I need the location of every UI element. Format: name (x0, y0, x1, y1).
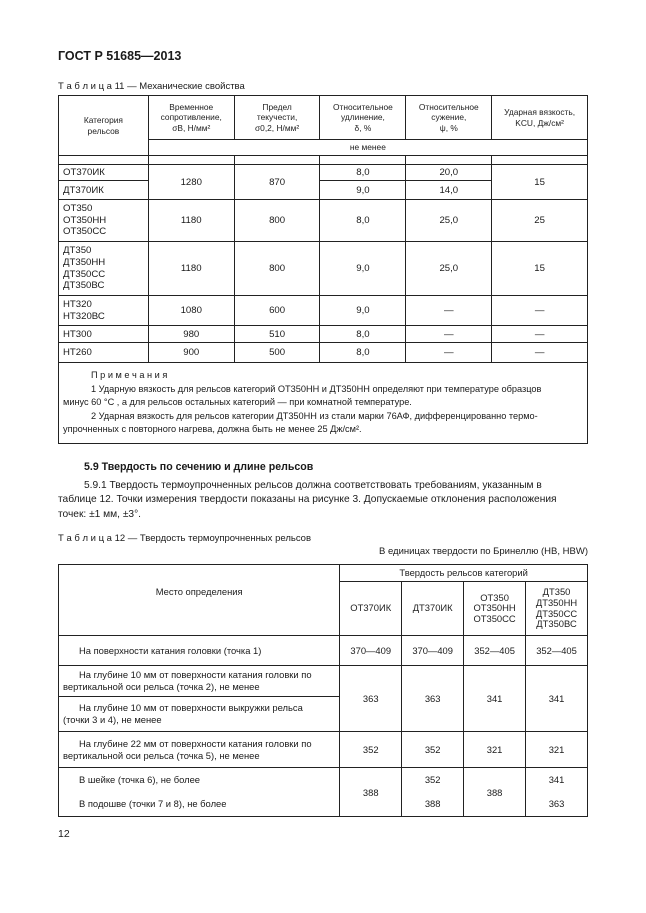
cell-impact: 15 (492, 242, 588, 296)
cell-value: 370—409 (340, 636, 402, 666)
cell-value: 388 (464, 768, 526, 817)
cell-value: 341 (526, 666, 588, 732)
cell-yield: 870 (234, 165, 320, 200)
note-2-line-2: упрочненных с повторного нагрева, должна быть не менее 25 Дж/см². (63, 424, 362, 435)
table-row (59, 636, 588, 666)
cell-impact: 15 (492, 165, 588, 200)
cell-elongation: 9,0 (320, 296, 406, 326)
cell-place: На глубине 22 мм от поверхности катания головки по вертикальной оси рельса (точка 5), не менее (59, 732, 340, 768)
cell-value: 321 (464, 732, 526, 768)
table12-units: В единицах твердости по Бринеллю (HB, HBW) (378, 546, 588, 557)
cell-tensile: 980 (148, 326, 234, 343)
cell-reduction: — (406, 296, 492, 326)
table-row (59, 296, 588, 326)
cell-reduction: 25,0 (406, 200, 492, 242)
cell-reduction: 14,0 (406, 181, 492, 200)
table-row (59, 768, 588, 817)
cell-reduction: 25,0 (406, 242, 492, 296)
cell-elongation: 9,0 (320, 242, 406, 296)
th-yield: Предел текучести, σ0,2, Н/мм² (234, 96, 320, 140)
th-reduction: Относительное сужение, ψ, % (406, 96, 492, 140)
cell-value: 321 (526, 732, 588, 768)
cell-place: В шейке (точка 6), не более В подошве (точки 7 и 8), не более (59, 768, 340, 817)
cell-elongation: 8,0 (320, 326, 406, 343)
cell-value: 352 388 (402, 768, 464, 817)
table11 (58, 95, 588, 444)
table-row (59, 242, 588, 296)
table12-caption: Т а б л и ц а 12 — Твердость термоупрочненных рельсов (58, 533, 312, 544)
cell-impact: — (492, 296, 588, 326)
th-col-ot350: ОТ350 ОТ350НН ОТ350СС (464, 582, 526, 636)
cell-tensile: 900 (148, 343, 234, 363)
cell-tensile: 1180 (148, 200, 234, 242)
note-2-line-1: 2 Ударная вязкость для рельсов категории ДТ350НН из стали марки 76АФ, дифференцированно термо- (91, 410, 538, 421)
cell-elongation: 9,0 (320, 181, 406, 200)
table-row (59, 343, 588, 363)
cell-category: ОТ350 ОТ350НН ОТ350СС (59, 200, 149, 242)
cell-elongation: 8,0 (320, 343, 406, 363)
table-row (59, 326, 588, 343)
cell-value: 352—405 (526, 636, 588, 666)
page-number: 12 (58, 828, 70, 840)
notes-title: П р и м е ч а н и я (91, 370, 168, 380)
cell-elongation: 8,0 (320, 165, 406, 181)
cell-reduction: — (406, 343, 492, 363)
cell-value: 363 (402, 666, 464, 732)
th-tensile: Временное сопротивление, σВ, Н/мм² (148, 96, 234, 140)
cell-elongation: 8,0 (320, 200, 406, 242)
cell-value: 388 (340, 768, 402, 817)
cell-category: НТ260 (59, 343, 149, 363)
cell-value: 363 (340, 666, 402, 732)
cell-category: ДТ370ИК (59, 181, 149, 200)
cell-yield: 600 (234, 296, 320, 326)
note-1-line-1: 1 Ударную вязкость для рельсов категорий ОТ350НН и ДТ350НН определяют при температуре образцов (91, 383, 542, 394)
cell-value: 352 (340, 732, 402, 768)
cell-value: 341 363 (526, 768, 588, 817)
th-hardness: Твердость рельсов категорий (340, 565, 588, 582)
cell-category: ДТ350 ДТ350НН ДТ350СС ДТ350ВС (59, 242, 149, 296)
th-category: Категория рельсов (59, 96, 149, 156)
th-col-dt370ik: ДТ370ИК (402, 582, 464, 636)
cell-yield: 800 (234, 200, 320, 242)
cell-yield: 510 (234, 326, 320, 343)
cell-reduction: 20,0 (406, 165, 492, 181)
cell-yield: 800 (234, 242, 320, 296)
cell-tensile: 1280 (148, 165, 234, 200)
document-header: ГОСТ Р 51685—2013 (58, 49, 182, 63)
cell-impact: — (492, 343, 588, 363)
cell-place: На поверхности катания головки (точка 1) (59, 636, 340, 666)
th-not-less: не менее (148, 140, 587, 156)
table-row (59, 200, 588, 242)
table12 (58, 564, 588, 817)
cell-yield: 500 (234, 343, 320, 363)
th-impact: Ударная вязкость, KCU, Дж/см² (492, 96, 588, 140)
th-place: Место определения (59, 565, 340, 636)
table11-caption: Т а б л и ц а 11 — Механические свойства (58, 81, 245, 92)
cell-value: 370—409 (402, 636, 464, 666)
cell-category: НТ300 (59, 326, 149, 343)
cell-place: На глубине 10 мм от поверхности выкружки рельса (точки 3 и 4), не менее (59, 697, 340, 732)
th-col-dt350: ДТ350 ДТ350НН ДТ350СС ДТ350ВС (526, 582, 588, 636)
table-row (59, 666, 588, 697)
cell-tensile: 1180 (148, 242, 234, 296)
table-row (59, 165, 588, 181)
th-col-ot370ik: ОТ370ИК (340, 582, 402, 636)
notes-row (59, 363, 588, 444)
cell-value: 352 (402, 732, 464, 768)
cell-category: ОТ370ИК (59, 165, 149, 181)
section-paragraph: 5.9.1 Твердость термоупрочненных рельсов должна соответствовать требованиям, указанным в таблице 12. Точки измерения твердости показаны на рисунке 3. Допускаемые отклонения расположения точек: ±1 мм, ±3°. (58, 480, 557, 520)
cell-category: НТ320 НТ320ВС (59, 296, 149, 326)
table-row (59, 732, 588, 768)
cell-tensile: 1080 (148, 296, 234, 326)
cell-impact: 25 (492, 200, 588, 242)
cell-place: На глубине 10 мм от поверхности катания головки по вертикальной оси рельса (точка 2), не менее (59, 666, 340, 697)
cell-impact: — (492, 326, 588, 343)
section-title: 5.9 Твердость по сечению и длине рельсов (84, 461, 314, 473)
th-elongation: Относительное удлинение, δ, % (320, 96, 406, 140)
cell-value: 341 (464, 666, 526, 732)
note-1-line-2: минус 60 °С , а для рельсов остальных категорий — при комнатной температуре. (63, 397, 412, 408)
cell-value: 352—405 (464, 636, 526, 666)
cell-reduction: — (406, 326, 492, 343)
